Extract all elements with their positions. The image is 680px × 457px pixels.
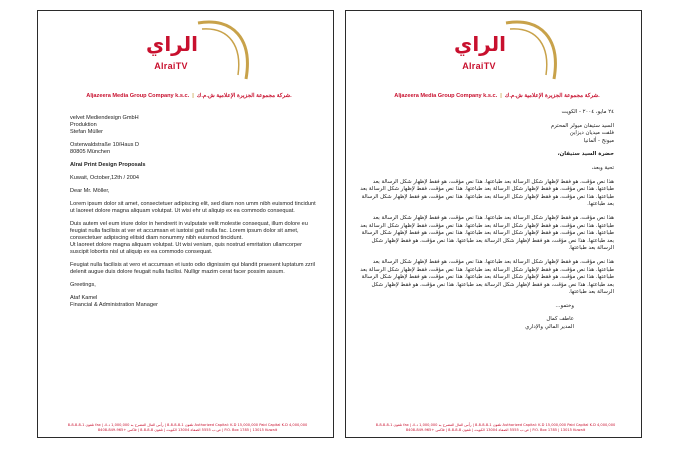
footer-line: تلفون 1-8-8-8-8 fax | تلفون 1-8-8-8-8 | رأس المال المصرح به 1,000,000 د.ك Authorized Capital: K.D 15,000,000 Paid Capital K.D 4,000,000 [67, 423, 308, 427]
letter-greeting: تحية وبعد، [591, 164, 614, 171]
footer-line: ص.ب 5555 الصفاة 13004 الكويت | تلفون 8-8-8-8 | فاكس +965-849-8408 | P.O. Box 1785 | 13015 Kuwait [97, 428, 278, 432]
signature-title: المدير المالي والإداري [525, 324, 574, 331]
street-line: Osterwaldstraße 10/Haus D [70, 142, 140, 148]
company-name-line: Aljazeera Media Group Company k.s.c. | شركة مجموعة الجزيرة الإعلامية ش.م.ك. [394, 93, 600, 99]
footer-line: تلفون 1-8-8-8-8 fax | تلفون 1-8-8-8-8 | رأس المال المصرح به 1,000,000 د.ك Authorized Capital: K.D 15,000,000 Paid Capital K.D 4,000,000 [375, 423, 616, 427]
company-name-english: Aljazeera Media Group Company k.s.c. [394, 93, 498, 99]
letter-paragraph: Ut laoreet dolore magna aliquam volutpat. Ut wisi veniam, quis nostrud emritation ullamcorper suscipit lobortis nisl ut aliquip ex ea commodo consequat. [70, 242, 302, 255]
address-line: velvet Mediendesign GmbH [70, 115, 139, 121]
letter-page-arabic [345, 10, 642, 438]
company-name-english: Aljazeera Media Group Company k.s.c. [86, 93, 190, 99]
recipient-address [70, 115, 320, 136]
alrai-logo [446, 19, 558, 91]
letter-salutation: Dear Mr. Möller, [70, 188, 110, 194]
letter-footer [60, 423, 315, 433]
recipient-address [358, 123, 614, 146]
alrai-logo [138, 19, 250, 91]
address-line: فلفت ميديان ديزاين [569, 130, 614, 137]
letter-paragraph: هذا نص مؤقت، هو فقط لإظهار شكل الرسالة بعد طباعتها. هذا نص مؤقت، هو فقط لإظهار شكل الرسالة بعد طباعتها. هذا نص مؤقت، هو فقط لإظهار شكل الرسالة بعد طباعتها. هذا نص مؤقت، فقط لإظهار شكل الرسالة بعد طباعتها. هذا نص مؤقت، هو فقط لإظهار شكل الرسالة بعد طباعتها. هذا نص مؤقت، هو فقط لإظهار شكل الرسالة بعد طباعتها. هذا نص مؤقت، هو فقط لإظهار شكل الرسالة بعد طباعتها. هذا نص مؤقت، هو فقط لإظهار شكل الرسالة بعد طباعتها. [360, 258, 614, 296]
logo-arabic-text: الراي [146, 32, 198, 56]
letter-salutation: حضرة السيد ستيفان، [557, 151, 614, 158]
letter-paragraph: Duis autem vel eum iriure dolor in hendrerit in vulputate velit molestie consequat, illum dolore eu feugiat nulla facilisis at ver et accumsan et iustoisi gait nulla fac. Lorem ipsum dolor sit amet, consectetuer adipiscing elitsid diam nonummy nibh euismod tincidunt. [70, 221, 308, 241]
address-line: ميونخ - ألمانيا [583, 137, 614, 144]
letter-closing: وختمو... [555, 302, 574, 309]
company-name-arabic: شركة مجموعة الجزيرة الإعلامية ش.م.ك. [504, 93, 600, 99]
letter-footer [368, 423, 623, 433]
company-name-arabic: شركة مجموعة الجزيرة الإعلامية ش.م.ك. [196, 93, 292, 99]
letter-paragraph: هذا نص مؤقت، هو فقط لإظهار شكل الرسالة بعد طباعتها. هذا نص مؤقت، هو فقط لإظهار شكل الرسالة بعد طباعتها. هذا نص مؤقت، هو فقط لإظهار شكل الرسالة بعد طباعتها. هذا نص مؤقت، فقط لإظهار شكل الرسالة بعد طباعتها. هذا نص مؤقت، هو فقط لإظهار شكل الرسالة بعد طباعتها. هذا نص مؤقت، هو فقط لإظهار شكل الرسالة بعد طباعتها. هذا نص مؤقت، هو فقط لإظهار شكل الرسالة بعد طباعتها. هذا نص مؤقت، هو فقط لإظهار شكل الرسالة بعد طباعتها. [360, 214, 614, 252]
letter-page-english [37, 10, 334, 438]
letter-body-english [70, 115, 320, 309]
logo-english-text: AlraiTV [462, 61, 496, 71]
signature-name: عاطف كمال [546, 316, 574, 323]
letter-paragraph: Feugiat nulla facilisis at vero et accumsan et iusto odio dignissim qui blandit praesent luptatum zzril delenit augue duis dolore feugait nulla facilisi. Nulligr mazim cerat facer possim assum. [70, 262, 316, 275]
city-line: 80805 München [70, 149, 111, 155]
address-line: Produktion [70, 122, 97, 128]
letter-subject: Alrai Print Design Proposals [70, 162, 146, 168]
logo-arabic-text: الراي [454, 32, 506, 56]
company-name-line: Aljazeera Media Group Company k.s.c. | شركة مجموعة الجزيرة الإعلامية ش.م.ك. [86, 93, 292, 99]
address-line: Stefan Müller [70, 129, 103, 135]
letter-date: ٢٤ مايو، ٢٠٠٤ - الكويت [561, 109, 614, 115]
letter-body-arabic [358, 109, 614, 332]
letter-paragraph: Lorem ipsum dolor sit amet, consectetuer adipiscing elit, sed diam non umm nibh euismod tincidunt ut laoreet dolore magna aliquam volutpat. Ut wisi ehr ut aliquip ex ea commodo consequat. [70, 201, 316, 214]
recipient-street [70, 142, 320, 156]
logo-english-text: AlraiTV [154, 61, 188, 71]
letter-paragraph: هذا نص مؤقت، هو فقط لإظهار شكل الرسالة بعد طباعتها. هذا نص مؤقت، هو فقط لإظهار شكل الرسالة بعد طباعتها. هذا نص مؤقت، هو فقط لإظهار شكل الرسالة بعد طباعتها. هذا نص مؤقت، فقط لإظهار شكل الرسالة بعد طباعتها. هذا نص مؤقت، هو فقط لإظهار شكل الرسالة بعد طباعتها. هذا نص مؤقت، هو فقط لإظهار شكل الرسالة بعد طباعتها. [360, 178, 614, 208]
signature-title: Financial & Administration Manager [70, 302, 158, 308]
signature-name: Ataf Kamel [70, 295, 98, 301]
letter-closing: Greetings, [70, 282, 96, 288]
footer-line: ص.ب 5555 الصفاة 13004 الكويت | تلفون 8-8-8-8 | فاكس +965-849-8408 | P.O. Box 1785 | 13015 Kuwait [405, 428, 586, 432]
address-line: السيد ستيفان ميولر المحترم [550, 122, 614, 129]
letter-date: Kuwait, October,12th / 2004 [70, 175, 140, 181]
